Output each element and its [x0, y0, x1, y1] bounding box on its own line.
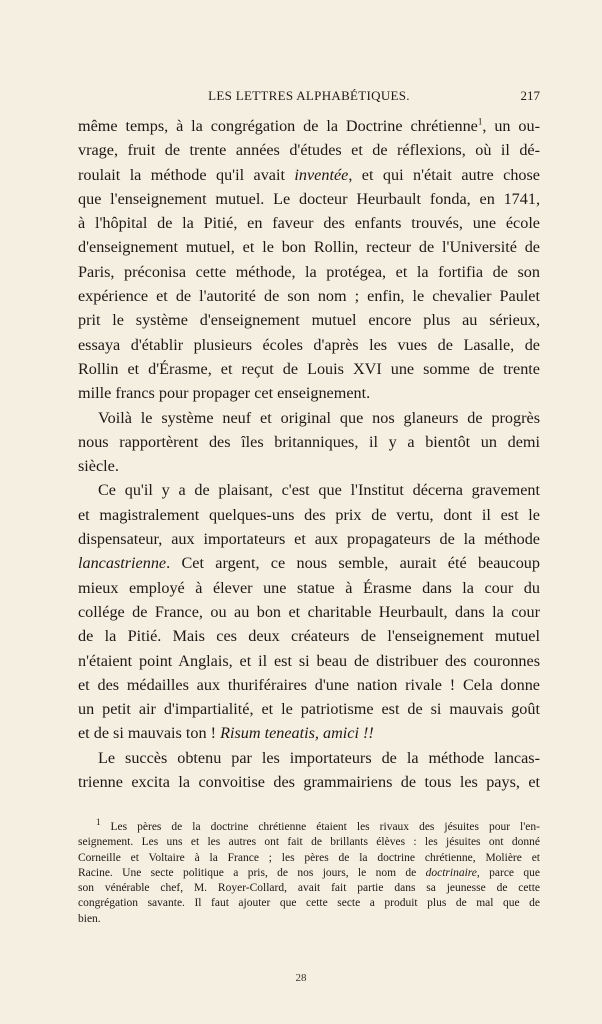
- text-line: Rollin et d'Érasme, et reçut de Louis XVI une somme de trente: [78, 359, 540, 378]
- text-line: expérience et de l'autorité de son nom ; enfin, le chevalier Paulet: [78, 287, 540, 306]
- page-header: [78, 88, 540, 106]
- text-line: trienne excita la convoitise des grammairiens de tous les pays, et: [78, 773, 540, 792]
- text-line: de la Pitié. Mais ces deux créateurs de l'enseignement mutuel: [78, 627, 540, 646]
- footnote-marker: 1: [96, 817, 101, 828]
- text-line: même temps, à la congrégation de la Doctrine chrétienne$^1$, un ou-: [78, 116, 540, 135]
- text-line: prit le système d'enseignement mutuel encore plus au sérieux,: [78, 311, 540, 330]
- text-line: essaya d'établir plusieurs écoles d'après les vues de Lasalle, de: [78, 335, 540, 354]
- text-line: Paris, préconisa cette méthode, la protégea, et la fortifia de son: [78, 262, 540, 281]
- text-line: vrage, fruit de trente années d'études et de réflexions, où il dé-: [78, 141, 540, 160]
- footnote-line: Racine. Une secte politique a pris, de nos jours, le nom de doctrinaire, parce que: [78, 866, 540, 879]
- footnote-line: bien.: [78, 912, 101, 925]
- footnote-line: $^1$ Les pères de la doctrine chrétienne étaient les rivaux des jésuites pour l'en-: [96, 817, 540, 833]
- text-line: nous rapportèrent des îles britanniques, il y a bientôt un demi: [78, 432, 540, 451]
- footnote: [78, 817, 540, 927]
- text-line: roulait la méthode qu'il avait inventée, et qui n'était autre chose: [78, 165, 540, 184]
- footnote-line: seignement. Les uns et les autres ont fait de brillants élèves : les jésuites ont donné: [78, 836, 540, 849]
- text-line: que l'enseignement mutuel. Le docteur Heurbault fonda, en 1741,: [78, 189, 540, 208]
- italic-text: doctrinaire: [425, 866, 477, 879]
- text-line: mille francs pour propager cet enseignement.: [78, 384, 371, 403]
- text-line: n'étaient point Anglais, et il est si beau de distribuer des couronnes: [78, 651, 540, 670]
- text-line: lancastrienne. Cet argent, ce nous semble, aurait été beaucoup: [78, 554, 540, 573]
- text-line: Le succès obtenu par les importateurs de la méthode lancas-: [98, 748, 540, 767]
- text-line: Voilà le système neuf et original que nos glaneurs de progrès: [98, 408, 540, 427]
- text-line: et magistralement quelques-uns des prix de vertu, dont il est le: [78, 505, 540, 524]
- text-line: d'enseignement mutuel, et le bon Rollin, recteur de l'Université de: [78, 238, 540, 257]
- text-line: dispensateur, aux importateurs et aux propagateurs de la méthode: [78, 530, 540, 549]
- text-line: et des médailles aux thuriféraires d'une nation rivale ! Cela donne: [78, 675, 540, 694]
- body-text: [78, 114, 540, 794]
- footnote-line: congrégation savante. Il faut ajouter que cette secte a produit plus de mal que de: [78, 897, 540, 910]
- italic-text: inventée: [294, 165, 349, 184]
- text-line: Ce qu'il y a de plaisant, c'est que l'Institut décerna gravement: [98, 481, 540, 500]
- italic-text: lancastrienne: [78, 554, 167, 573]
- text-line: mieux employé à élever une statue à Érasme dans la cour du: [78, 578, 540, 597]
- text-line: à l'hôpital de la Pitié, en faveur des enfants trouvés, une école: [78, 214, 540, 233]
- text-line: un petit air d'impartialité, et le patriotisme est de si mauvais goût: [78, 700, 540, 719]
- text-line: collége de France, ou au bon et charitable Heurbault, dans la cour: [78, 602, 540, 621]
- footnote-line: son vénérable chef, M. Royer-Collard, avait fait partie dans sa jeunesse de cette: [78, 882, 540, 895]
- footnote-marker: 1: [477, 116, 483, 127]
- footnote-line: Corneille et Voltaire à la France ; les pères de la doctrine chrétienne, Molière et: [78, 851, 540, 864]
- printer-signature: 28: [295, 972, 307, 984]
- running-title: LES LETTRES ALPHABÉTIQUES.: [208, 88, 410, 103]
- italic-text: Risum teneatis, amici !!: [220, 724, 374, 743]
- text-line: siècle.: [78, 457, 119, 476]
- text-line: et de si mauvais ton ! Risum teneatis, amici !!: [78, 724, 374, 743]
- page-number: 217: [520, 88, 540, 103]
